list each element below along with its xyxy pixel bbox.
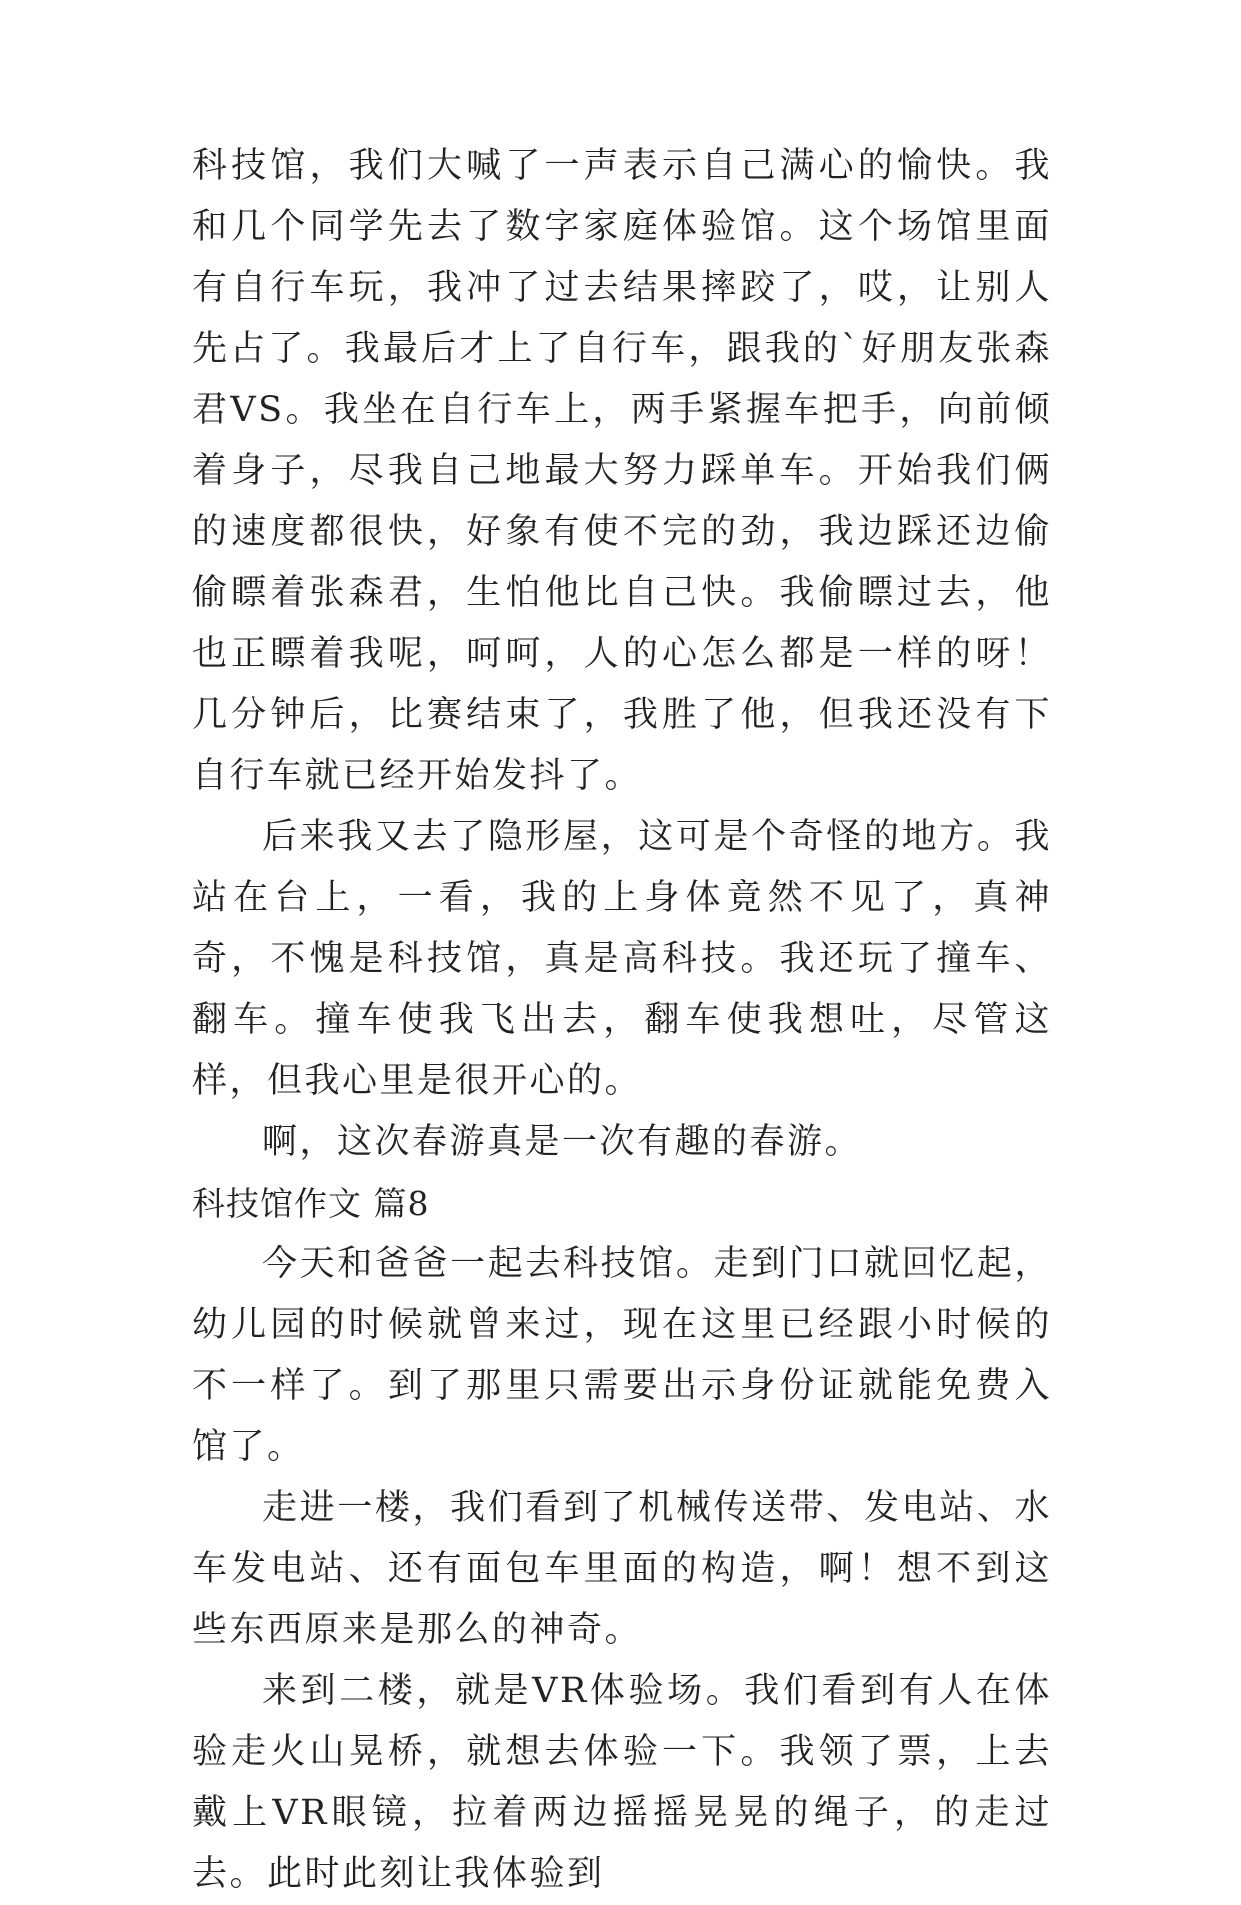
paragraph-arrival: 今天和爸爸一起去科技馆。走到门口就回忆起，幼儿园的时候就曾来过，现在这里已经跟小时候的不一样了。到了那里只需要出示身份证就能免费入馆了。 bbox=[192, 1244, 1052, 1467]
document-body bbox=[192, 136, 1052, 1905]
paragraph-invisible-house: 后来我又去了隐形屋，这可是个奇怪的地方。我站在台上，一看，我的上身体竟然不见了，真神奇，不愧是科技馆，真是高科技。我还玩了撞车、翻车。撞车使我飞出去，翻车使我想吐，尽管这样，但我心里是很开心的。 bbox=[192, 817, 1052, 1101]
paragraph-continuation: 科技馆，我们大喊了一声表示自己满心的愉快。我和几个同学先去了数字家庭体验馆。这个场馆里面有自行车玩，我冲了过去结果摔跤了，哎，让别人先占了。我最后才上了自行车，跟我的`好朋友张森君VS。我坐在自行车上，两手紧握车把手，向前倾着身子，尽我自己地最大努力踩单车。开始我们俩的速度都很快，好象有使不完的劲，我边踩还边偷偷瞟着张森君，生怕他比自己快。我偷瞟过去，他也正瞟着我呢，呵呵，人的心怎么都是一样的呀！几分钟后，比赛结束了，我胜了他，但我还没有下自行车就已经开始发抖了。 bbox=[192, 146, 1052, 796]
paragraph-first-floor: 走进一楼，我们看到了机械传送带、发电站、水车发电站、还有面包车里面的构造，啊！想不到这些东西原来是那么的神奇。 bbox=[192, 1488, 1052, 1650]
section-heading: 科技馆作文 篇8 bbox=[192, 1184, 430, 1223]
paragraph-conclusion: 啊，这次春游真是一次有趣的春游。 bbox=[262, 1122, 863, 1162]
paragraph-second-floor: 来到二楼，就是VR体验场。我们看到有人在体验走火山晃桥，就想去体验一下。我领了票，上去戴上VR眼镜，拉着两边摇摇晃晃的绳子，的走过去。此时此刻让我体验到 bbox=[192, 1671, 1052, 1894]
